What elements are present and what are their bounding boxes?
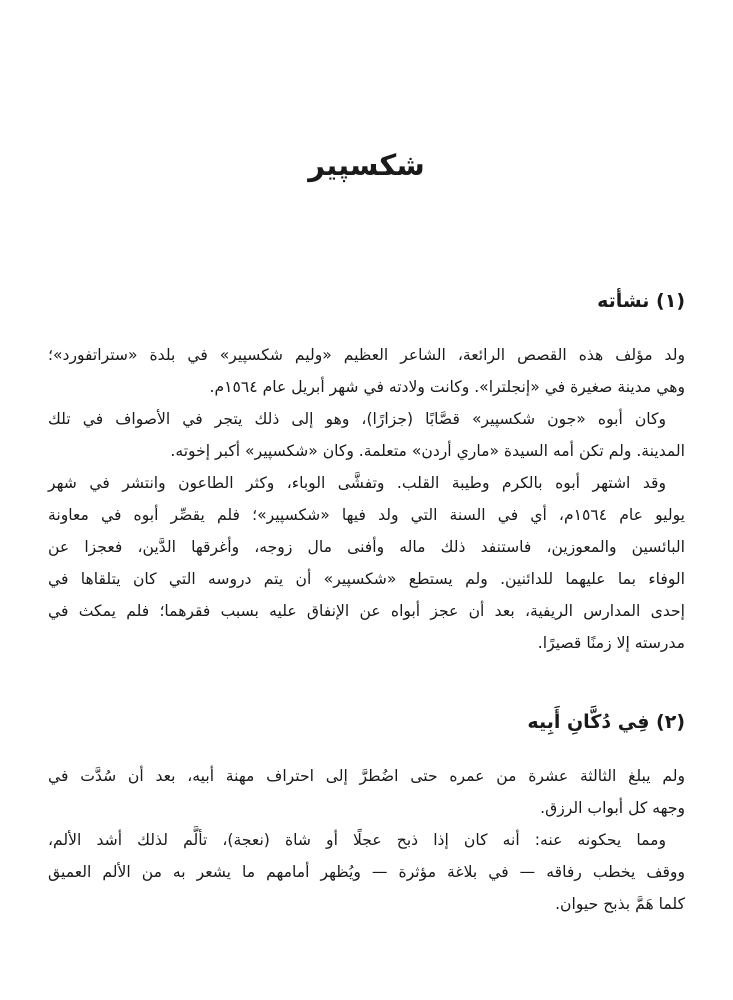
paragraph [48,824,685,920]
text-line: مدرسته إلا زمنًا قصيرًا. [537,634,685,652]
text-line: المدينة. ولم تكن أمه السيدة «ماري أردن» متعلمة. وكان «شكسپير» أكبر إخوته. [170,442,685,460]
section-heading-fathers-shop: (٢) فِي دُكَّانِ أَبِيه [527,711,685,733]
text-line: وكان أبوه «جون شكسپير» قصَّابًا (جزارًا)، وهو إلى ذلك يتجر في الأصواف في تلك [48,410,666,428]
text-line: ومما يحكونه عنه: أنه كان إذا ذبح عجلًا أو شاة (نعجة)، تألَّم لذلك أشد الألم، [48,831,666,849]
text-line: وقد اشتهر أبوه بالكرم وطيبة القلب. وتفشَّى الوباء، وكثر الطاعون وانتشر في شهر [48,474,666,492]
paragraph [48,760,685,824]
text-line: الوفاء بما عليهما للدائنين. ولم يستطع «شكسپير» أن يتم دروسه التي كان يتلقاها في [48,570,685,588]
section-heading-upbringing: (١) نشأته [597,290,685,312]
section-body-fathers-shop [48,760,685,920]
text-line: وجهه كل أبواب الرزق. [540,799,685,817]
text-line: إحدى المدارس الريفية، بعد أن عجز أبواه عن الإنفاق عليه بسبب فقرهما؛ فلم يمكث في [48,602,685,620]
paragraph [48,339,685,403]
text-line: ولم يبلغ الثالثة عشرة من عمره حتى اضُطرَّ إلى احتراف مهنة أبيه، بعد أن سُدَّت في [48,767,685,785]
page-title: شكسپير [308,148,425,182]
section-body-upbringing [48,339,685,659]
page [48,0,685,1000]
text-line: ولد مؤلف هذه القصص الرائعة، الشاعر العظيم «وليم شكسپير» في بلدة «ستراتفورد»؛ [48,346,685,364]
text-line: كلما هَمَّ بذبح حيوان. [555,895,685,913]
text-line: البائسين والمعوزين، فاستنفد ذلك ماله وأفنى مال زوجه، وأغرقها الدَّين، فعجزا عن [48,538,685,556]
text-line: ووقف يخطب رفاقه — في بلاغة مؤثرة — ويُظهر أمامهم ما يشعر به من الألم العميق [48,863,685,881]
paragraph [48,467,685,659]
text-line: يوليو عام ١٥٦٤م، أي في السنة التي ولد فيها «شكسپير»؛ فلم يقصِّر أبوه في معاونة [48,506,685,524]
text-line: وهي مدينة صغيرة في «إنجلترا». وكانت ولادته في شهر أبريل عام ١٥٦٤م. [209,378,685,396]
paragraph [48,403,685,467]
